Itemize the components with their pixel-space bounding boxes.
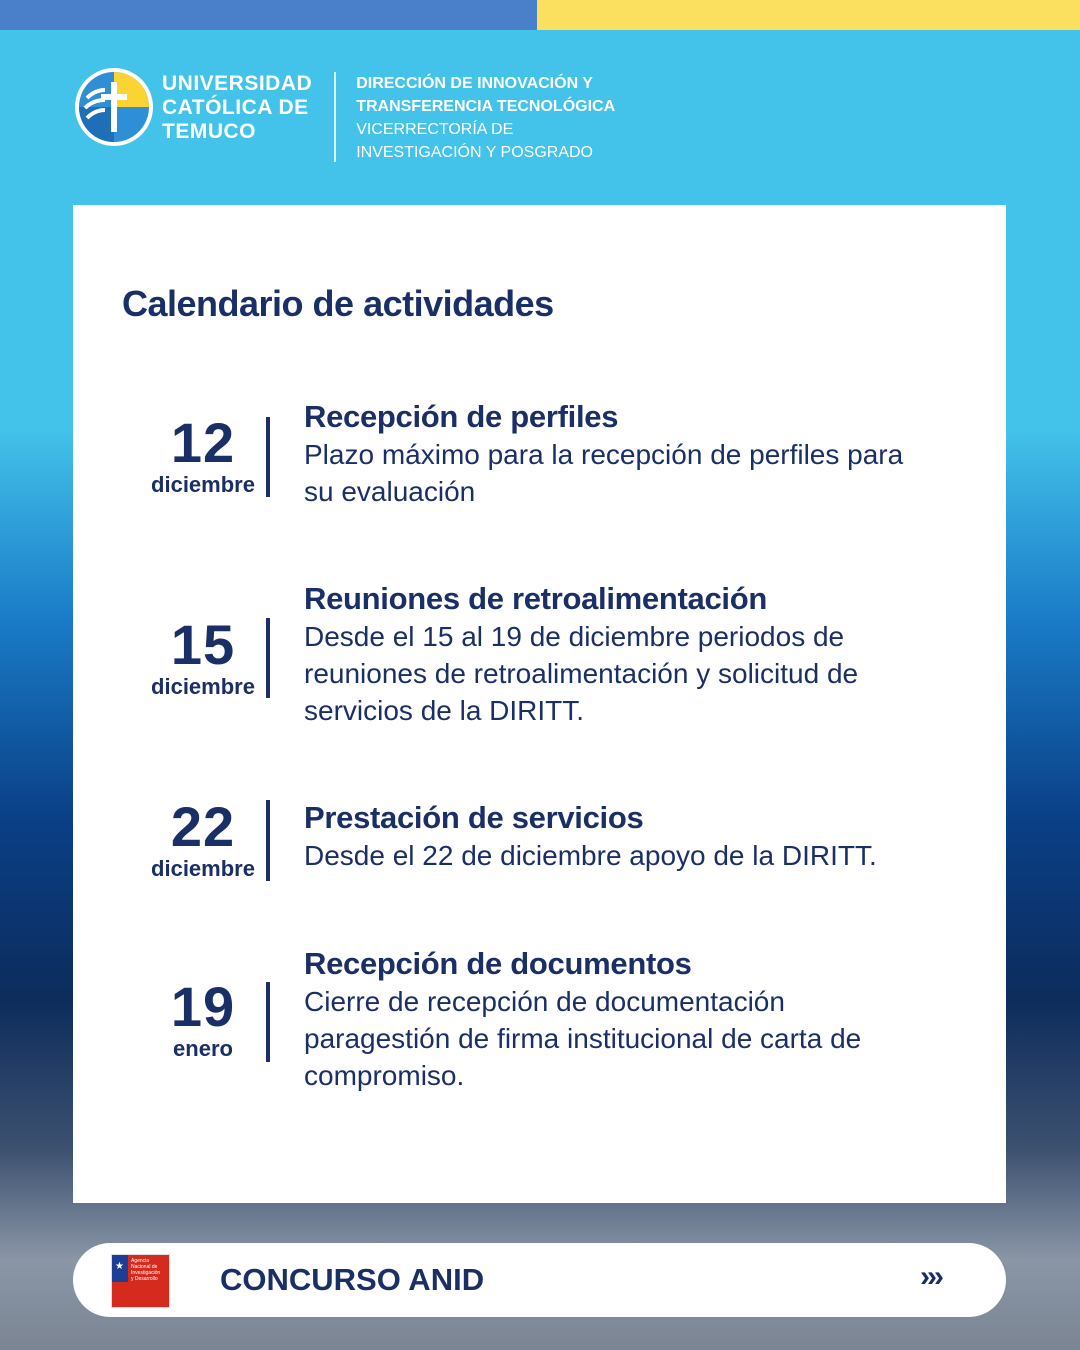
event-description-line: su evaluación xyxy=(304,476,476,507)
anid-logo-text: Agencia xyxy=(131,1258,150,1264)
event-divider xyxy=(266,618,270,698)
header xyxy=(75,66,615,166)
university-logo-icon xyxy=(75,68,153,146)
top-bar-blue xyxy=(0,0,537,30)
event-description-line: Desde el 22 de diciembre apoyo de la DIRITT. xyxy=(304,840,877,871)
department-line: TRANSFERENCIA TECNOLÓGICA xyxy=(356,98,616,115)
event-text xyxy=(304,799,964,874)
event-divider xyxy=(266,800,270,881)
event-text xyxy=(304,945,964,1094)
anid-logo-icon: ★ Agencia Nacional de Investigación y Desarrollo xyxy=(111,1254,170,1308)
event-title: Reuniones de retroalimentación xyxy=(304,581,767,616)
anid-logo-text: y Desarrollo xyxy=(131,1276,158,1282)
vicerrectoria-line: INVESTIGACIÓN Y POSGRADO xyxy=(356,144,593,161)
event-divider xyxy=(266,417,270,497)
event-date xyxy=(133,797,273,881)
concurso-anid-banner[interactable] xyxy=(73,1243,1006,1317)
anid-logo-text: Investigación xyxy=(131,1270,161,1276)
event-month: diciembre xyxy=(151,472,255,497)
anid-logo-text: Nacional de xyxy=(131,1264,158,1270)
event-description-line: reuniones de retroalimentación y solicitud de xyxy=(304,658,859,689)
event-description-line: Cierre de recepción de documentación xyxy=(304,986,785,1017)
event-title: Recepción de perfiles xyxy=(304,399,619,434)
event-description-line: paragestión de firma institucional de carta de xyxy=(304,1023,862,1054)
calendar-card xyxy=(73,205,1006,1203)
top-bar-yellow xyxy=(537,0,1080,30)
event-text xyxy=(304,580,964,729)
header-divider xyxy=(334,72,336,162)
event-day: 19 xyxy=(170,975,236,1038)
event-day: 15 xyxy=(170,613,236,676)
event-date xyxy=(133,615,273,699)
university-name-line: TEMUCO xyxy=(162,120,256,143)
event-month: diciembre xyxy=(151,856,255,881)
event-month: diciembre xyxy=(151,674,255,699)
chevron-right-icon[interactable]: ››› xyxy=(920,1260,941,1293)
event-day: 12 xyxy=(170,411,236,474)
department-name xyxy=(356,72,615,164)
event-title: Recepción de documentos xyxy=(304,946,692,981)
university-name-line: UNIVERSIDAD xyxy=(162,72,313,95)
event-date xyxy=(133,977,273,1061)
event-date xyxy=(133,413,273,497)
footer-label: CONCURSO ANID xyxy=(220,1262,485,1297)
event-text xyxy=(304,398,964,510)
department-line: DIRECCIÓN DE INNOVACIÓN Y xyxy=(356,75,593,92)
event-description-line: Desde el 15 al 19 de diciembre periodos de xyxy=(304,621,845,652)
page-title: Calendario de actividades xyxy=(122,283,554,324)
event-day: 22 xyxy=(170,795,236,858)
vicerrectoria-line: VICERRECTORÍA DE xyxy=(356,121,514,138)
event-description-line: servicios de la DIRITT. xyxy=(304,695,585,726)
event-description-line: Plazo máximo para la recepción de perfiles para xyxy=(304,439,904,470)
event-divider xyxy=(266,982,270,1062)
university-name-line: CATÓLICA DE xyxy=(162,96,309,119)
university-name xyxy=(162,72,312,144)
event-description-line: compromiso. xyxy=(304,1060,465,1091)
event-title: Prestación de servicios xyxy=(304,800,644,835)
event-month: enero xyxy=(173,1036,233,1061)
